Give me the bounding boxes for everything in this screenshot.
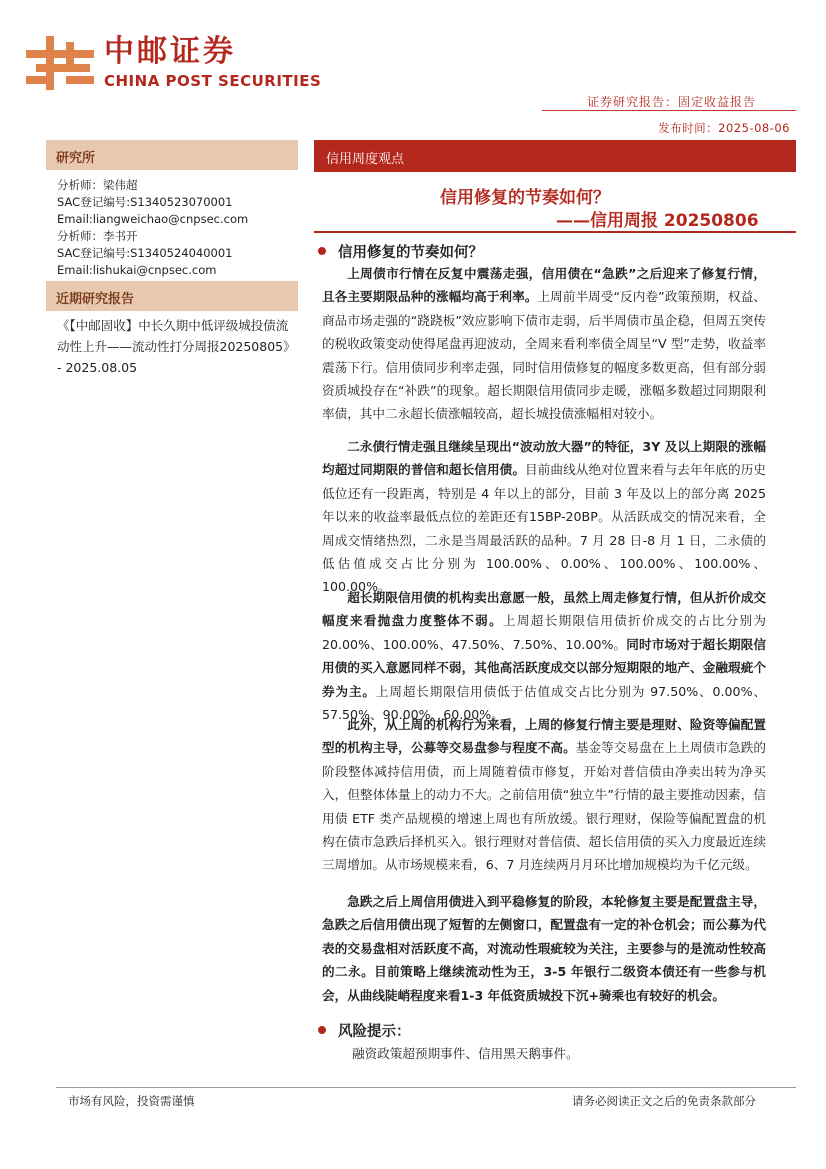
category-bar bbox=[314, 140, 796, 172]
analyst-line: 分析师：李书开 bbox=[57, 229, 138, 243]
footer-divider bbox=[56, 1087, 796, 1088]
body-paragraph: 超长期限信用债的机构卖出意愿一般，虽然上周走修复行情，但从折价成交幅度来看抛盘力度整体不弱。上周超长期限信用债折价成交的占比分别为 20.00%、100.00%、47.50%、7.50%、10.00%。同时市场对于超长期限信用债的买入意愿同样不弱，其他高活跃度成交以部分短期限的地产、金融瑕疵个券为主。上周超长期限信用债低于估值成交占比分别为 97.50%、0.00%、57.50%、90.00%、60.00%。 bbox=[322, 590, 767, 723]
risk-heading: 风险提示： bbox=[318, 1020, 411, 1041]
brand-name-cn: 中邮证券 bbox=[104, 34, 236, 69]
recent-report-link[interactable]: 《【中邮固收】中长久期中低评级城投债流动性上升——流动性打分周报20250805》 - 2025.08.05 bbox=[57, 318, 296, 375]
institute-bar bbox=[46, 140, 298, 170]
brand-name-en: CHINA POST SECURITIES bbox=[104, 72, 322, 90]
report-title: 信用修复的节奏如何？ bbox=[440, 188, 610, 208]
report-subtitle: ——信用周报 20250806 bbox=[556, 211, 759, 231]
title-divider bbox=[314, 231, 796, 233]
header-divider bbox=[542, 110, 796, 111]
body-paragraph: 此外，从上周的机构行为来看，上周的修复行情主要是理财、险资等偏配置型的机构主导，公募等交易盘参与程度不高。基金等交易盘在上上周债市急跌的阶段整体减持信用债，而上周随着债市修复，开始对普信债由净卖出转为净买入，但整体体量上的动力不大。之前信用债“独立牛”行情的最主要推动因素，信用债 ETF 类产品规模的增速上周也有所放缓。银行理财，保险等偏配置盘的机构在债市急跌后择机买入。银行理财对普信债、超长信用债的买入力度最近连续三周增加。从市场规模来看，6、7 月连续两月月环比增加规模均为千亿元级。 bbox=[322, 717, 767, 873]
bullet-icon bbox=[318, 1026, 326, 1034]
section-heading: 信用修复的节奏如何？ bbox=[318, 241, 483, 262]
institute-label: 研究所 bbox=[56, 151, 96, 166]
recent-reports-label: 近期研究报告 bbox=[56, 292, 135, 307]
body-paragraph: 急跌之后上周信用债进入到平稳修复的阶段，本轮修复主要是配置盘主导，急跌之后信用债出现了短暂的左侧窗口，配置盘有一定的补仓机会；而公募为代表的交易盘相对活跃度不高，对流动性瑕疵较为关注，主要参与的是流动性较高的二永。目前策略上继续流动性为王，3-5 年银行二级资本债还有一些参与机会，从曲线陡峭程度来看1-3 年低资质城投下沉+骑乘也有较好的机会。 bbox=[322, 894, 766, 1003]
analyst-line: Email:lishukai@cnpsec.com bbox=[57, 263, 217, 277]
bullet-icon bbox=[318, 247, 326, 255]
footer-disclaimer-left: 市场有风险，投资需谨慎 bbox=[68, 1094, 195, 1108]
china-post-logo-icon bbox=[26, 36, 94, 90]
analyst-line: SAC登记编号:S1340524040001 bbox=[57, 246, 233, 260]
report-type-label: 证券研究报告：固定收益报告 bbox=[586, 95, 756, 109]
body-paragraph: 二永债行情走强且继续呈现出“波动放大器”的特征，3Y 及以上期限的涨幅均超过同期限的普信和超长信用债。目前曲线从绝对位置来看与去年年底的历史低位还有一段距离，特别是 4 年以上的部分，目前 3 年及以上的部分离 2025 年以来的收益率最低点位的差距还有15BP-20BP。从活跃成交的情况来看，全周成交情绪热烈，二永是当周最活跃的品种。7 月 28 日-8 月 1 日，二永债的低估值成交占比分别为 100.00%、0.00%、100.00%、100.00%、100.00%。 bbox=[322, 439, 767, 595]
recent-reports-bar bbox=[46, 281, 298, 311]
footer-disclaimer-right: 请务必阅读正文之后的免责条款部分 bbox=[572, 1094, 756, 1108]
category-label: 信用周度观点 bbox=[326, 152, 405, 167]
publish-date: 发布时间：2025-08-06 bbox=[658, 121, 790, 135]
analyst-line: Email:liangweichao@cnpsec.com bbox=[57, 212, 249, 226]
body-paragraph: 上周债市行情在反复中震荡走强，信用债在“急跌”之后迎来了修复行情，且各主要期限品种的涨幅均高于利率。上周前半周受“反内卷”政策预期，权益、商品市场走强的“跷跷板”效应影响下债市走弱，后半周债市虽企稳，但周五突传的税收政策变动使得尾盘再迎波动，全周来看利率债全周呈“V 型”走势，收益率震荡下行。信用债同步利率走强，同时信用债修复的幅度多数更高，但有部分弱资质城投存在“补跌”的现象。超长期限信用债同步走暖，涨幅多数超过同期限利率债，其中二永超长债涨幅较高，超长城投债涨幅相对较小。 bbox=[322, 266, 766, 422]
analyst-line: 分析师：梁伟超 bbox=[57, 178, 138, 192]
analyst-line: SAC登记编号:S1340523070001 bbox=[57, 195, 233, 209]
risk-text: 融资政策超预期事件、信用黑天鹅事件。 bbox=[352, 1046, 579, 1061]
